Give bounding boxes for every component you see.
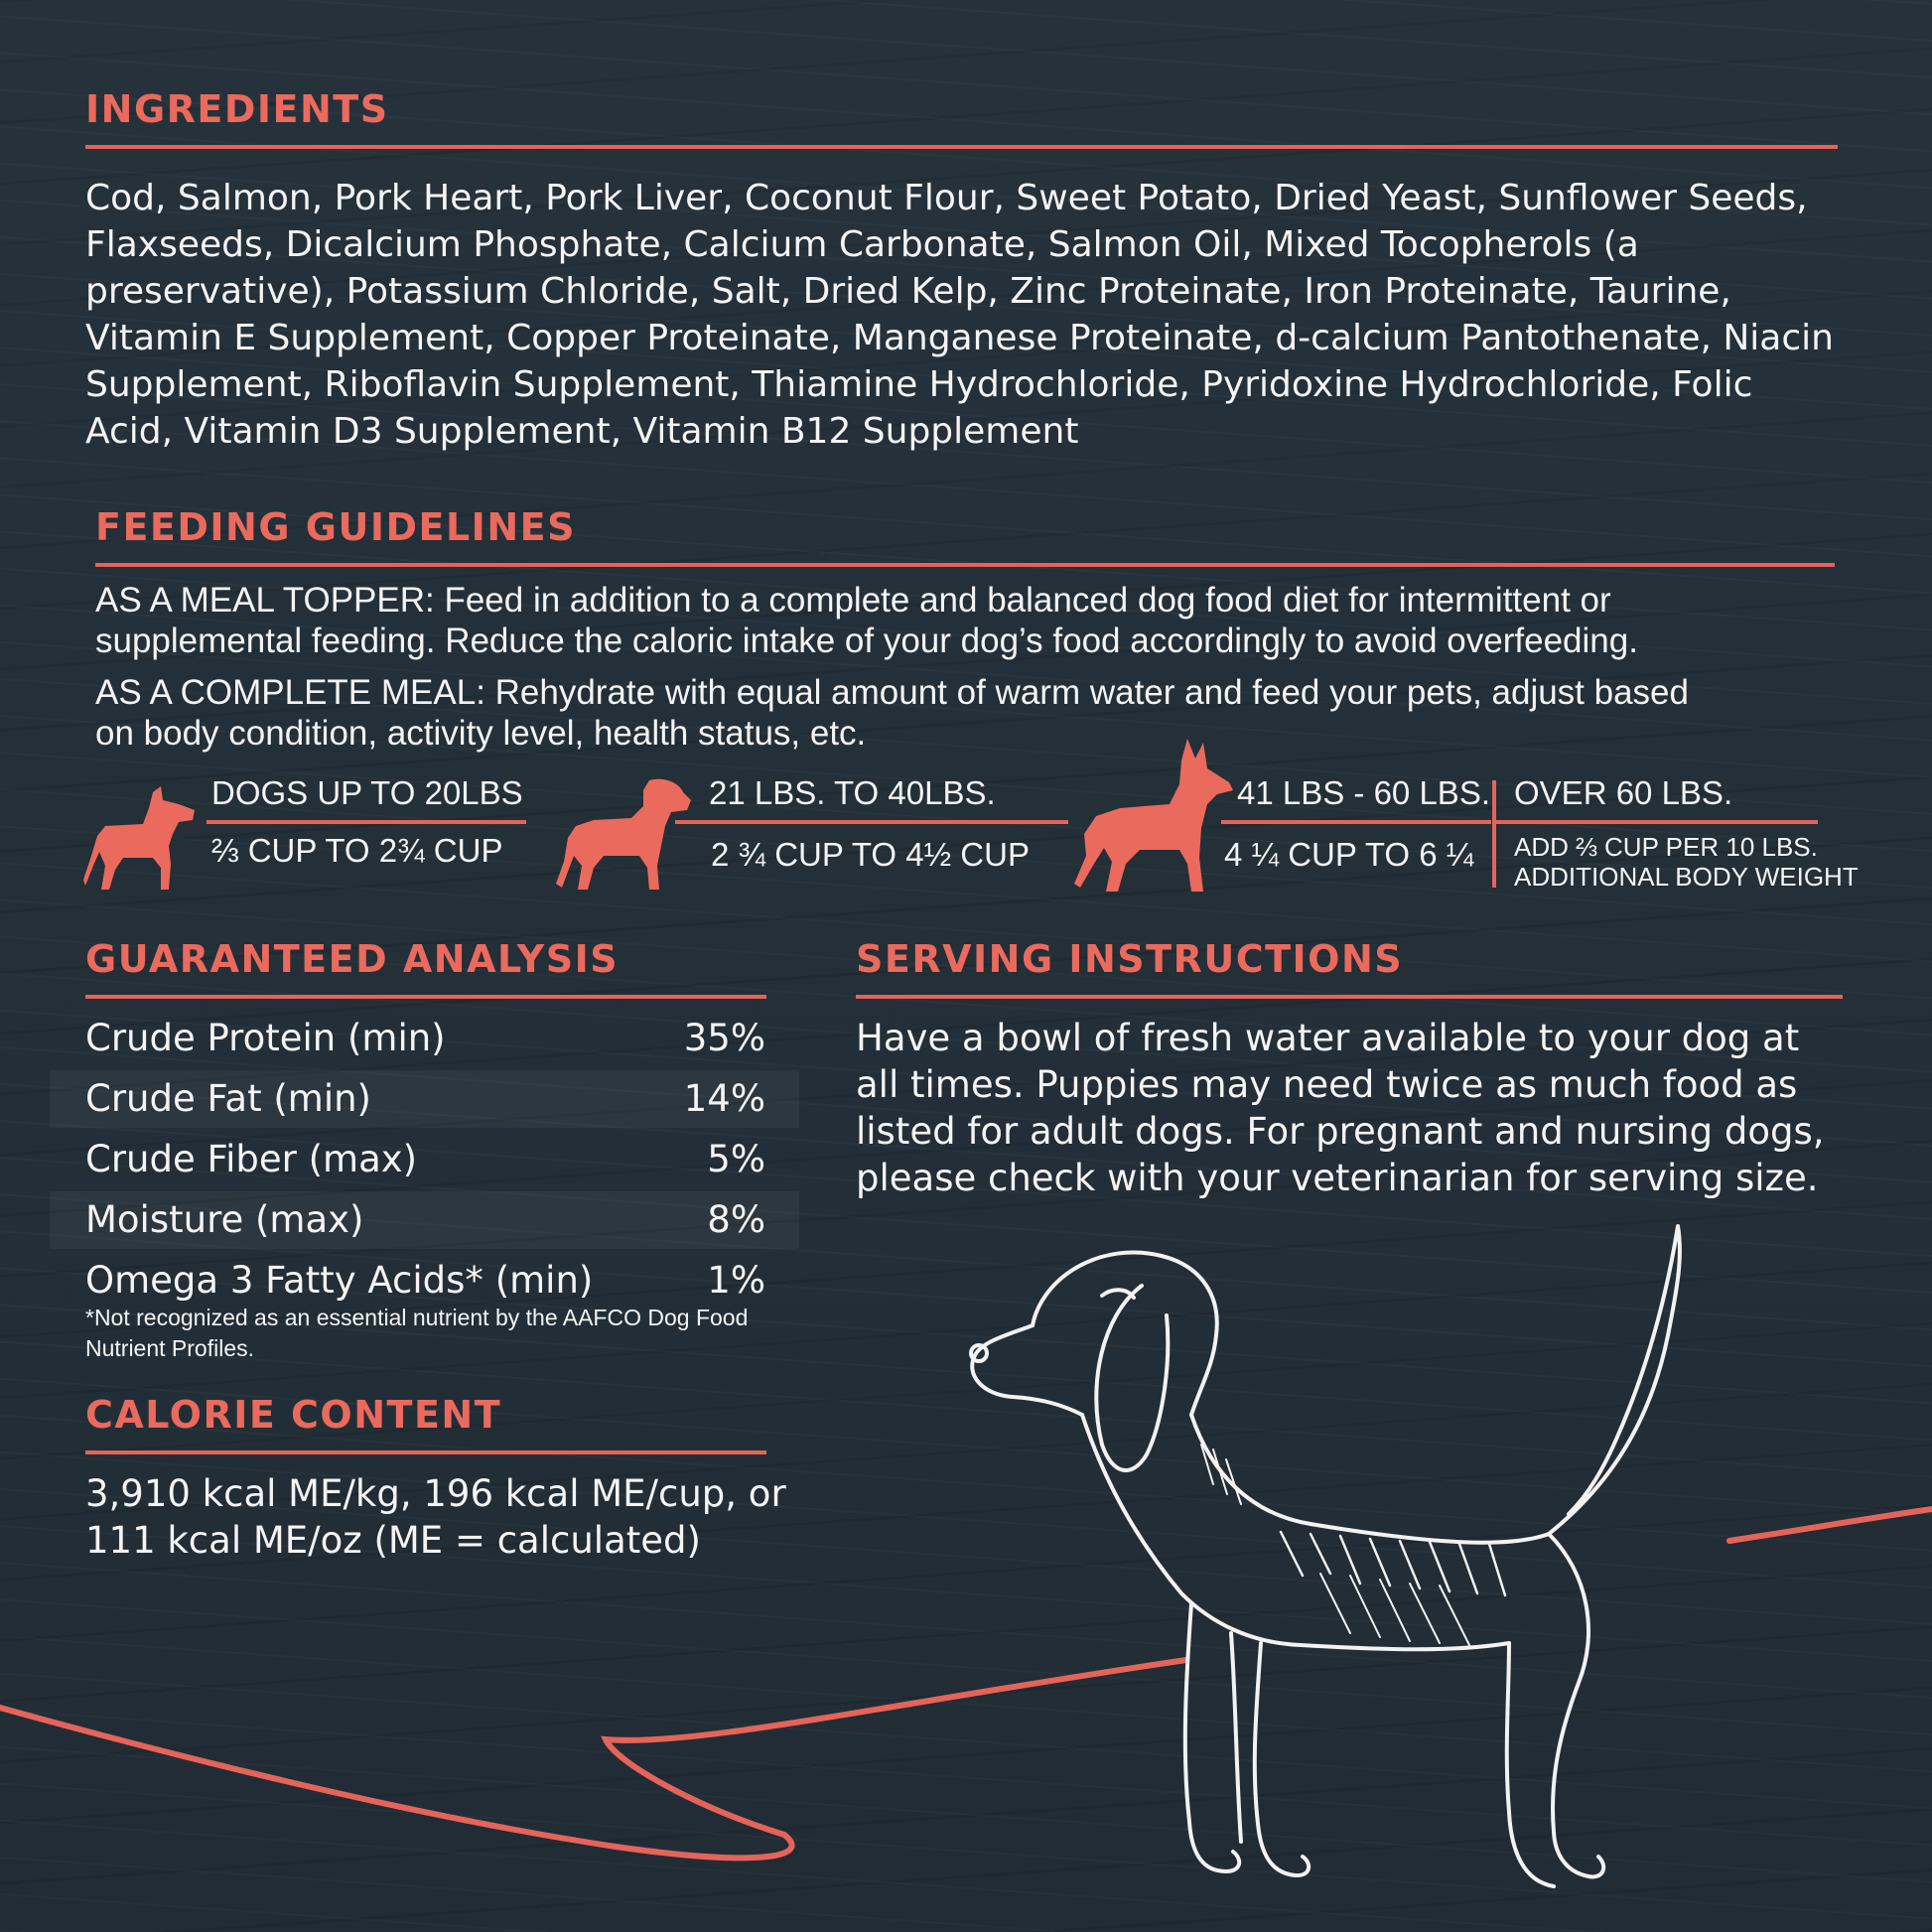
tier-xlarge-amount-line: ADD ⅔ CUP PER 10 LBS. — [1514, 832, 1818, 862]
medium-dog-icon — [554, 776, 693, 892]
serving-heading: SERVING INSTRUCTIONS — [856, 937, 1404, 981]
small-dog-icon — [83, 786, 201, 894]
analysis-row — [50, 1252, 799, 1310]
tier-xlarge-rule — [1496, 820, 1818, 824]
tier-xlarge-label: OVER 60 LBS. — [1514, 774, 1733, 811]
beagle-sketch-illustration — [953, 1216, 1767, 1901]
ingredients-line: Vitamin E Supplement, Copper Proteinate, Manganese Proteinate, d-calcium Pantothenate, Niacin — [85, 318, 1834, 358]
analysis-name: Crude Fiber (max) — [85, 1138, 418, 1180]
serving-text — [856, 1015, 1908, 1201]
ingredients-line: Cod, Salmon, Pork Heart, Pork Liver, Coconut Flour, Sweet Potato, Dried Yeast, Sunflower Seeds, — [85, 178, 1808, 218]
footnote-line: *Not recognized as an essential nutrient by the AAFCO Dog Food — [85, 1305, 749, 1330]
tier-large-label: 41 LBS - 60 LBS. — [1237, 774, 1490, 811]
tier-large-rule — [1221, 820, 1491, 824]
analysis-value: 35% — [683, 1017, 765, 1059]
analysis-value: 5% — [707, 1138, 765, 1180]
tier-medium-amount: 2 ¾ CUP TO 4½ CUP — [711, 836, 1030, 873]
analysis-name: Omega 3 Fatty Acids* (min) — [85, 1259, 594, 1302]
ingredients-line: Supplement, Riboflavin Supplement, Thiamine Hydrochloride, Pyridoxine Hydrochloride, Folic — [85, 364, 1753, 405]
analysis-row — [50, 1131, 799, 1188]
calorie-line: 3,910 kcal ME/kg, 196 kcal ME/cup, or — [85, 1472, 786, 1515]
analysis-row — [50, 1070, 799, 1128]
tier-divider — [1492, 780, 1496, 888]
tier-xlarge-amount — [1514, 832, 1859, 892]
analysis-row — [50, 1010, 799, 1067]
ingredients-line: Flaxseeds, Dicalcium Phosphate, Calcium Carbonate, Salmon Oil, Mixed Tocopherols (a — [85, 224, 1639, 265]
tier-xlarge-amount-line: ADDITIONAL BODY WEIGHT — [1514, 862, 1859, 892]
serving-line: Have a bowl of fresh water available to your dog at — [856, 1017, 1800, 1059]
ingredients-rule — [85, 145, 1838, 149]
ingredients-line: preservative), Potassium Chloride, Salt, Dried Kelp, Zinc Proteinate, Iron Proteinate, Taurine, — [85, 271, 1731, 312]
complete-meal-line: on body condition, activity level, health status, etc. — [95, 714, 867, 753]
tier-medium-label: 21 LBS. TO 40LBS. — [709, 774, 996, 811]
analysis-name: Crude Protein (min) — [85, 1017, 446, 1059]
analysis-heading: GUARANTEED ANALYSIS — [85, 937, 620, 981]
tier-small-amount: ⅔ CUP TO 2¾ CUP — [211, 832, 503, 869]
analysis-value: 8% — [707, 1198, 765, 1241]
complete-meal-line: AS A COMPLETE MEAL: Rehydrate with equal amount of warm water and feed your pets, adjust based — [95, 673, 1689, 712]
calorie-text — [85, 1470, 840, 1564]
calorie-line: 111 kcal ME/oz (ME = calculated) — [85, 1519, 701, 1562]
ingredients-line: Acid, Vitamin D3 Supplement, Vitamin B12 Supplement — [85, 411, 1079, 452]
analysis-row — [50, 1191, 799, 1249]
feeding-text — [95, 580, 1882, 754]
calorie-heading: CALORIE CONTENT — [85, 1393, 502, 1437]
analysis-footnote — [85, 1303, 820, 1364]
ingredients-list — [85, 175, 1892, 455]
analysis-name: Crude Fat (min) — [85, 1077, 371, 1120]
analysis-name: Moisture (max) — [85, 1198, 364, 1241]
analysis-rule — [85, 995, 766, 999]
meal-topper-line: supplemental feeding. Reduce the caloric intake of your dog’s food accordingly to avoid overfeeding. — [95, 621, 1638, 660]
analysis-value: 14% — [683, 1077, 765, 1120]
serving-line: listed for adult dogs. For pregnant and nursing dogs, — [856, 1110, 1825, 1153]
meal-topper-line: AS A MEAL TOPPER: Feed in addition to a complete and balanced dog food diet for intermittent or — [95, 581, 1611, 620]
large-dog-icon — [1070, 739, 1235, 894]
footnote-line: Nutrient Profiles. — [85, 1335, 255, 1361]
serving-line: please check with your veterinarian for serving size. — [856, 1157, 1819, 1199]
feeding-rule — [95, 563, 1835, 567]
ingredients-heading: INGREDIENTS — [85, 87, 389, 131]
tier-small-label: DOGS UP TO 20LBS — [211, 774, 523, 811]
tier-medium-rule — [675, 820, 1068, 824]
analysis-value: 1% — [707, 1259, 765, 1302]
tier-large-amount: 4 ¼ CUP TO 6 ¼ — [1224, 836, 1474, 873]
feeding-heading: FEEDING GUIDELINES — [95, 505, 576, 549]
serving-line: all times. Puppies may need twice as much food as — [856, 1063, 1798, 1106]
serving-rule — [856, 995, 1843, 999]
calorie-rule — [85, 1450, 766, 1454]
tier-small-rule — [207, 820, 526, 824]
